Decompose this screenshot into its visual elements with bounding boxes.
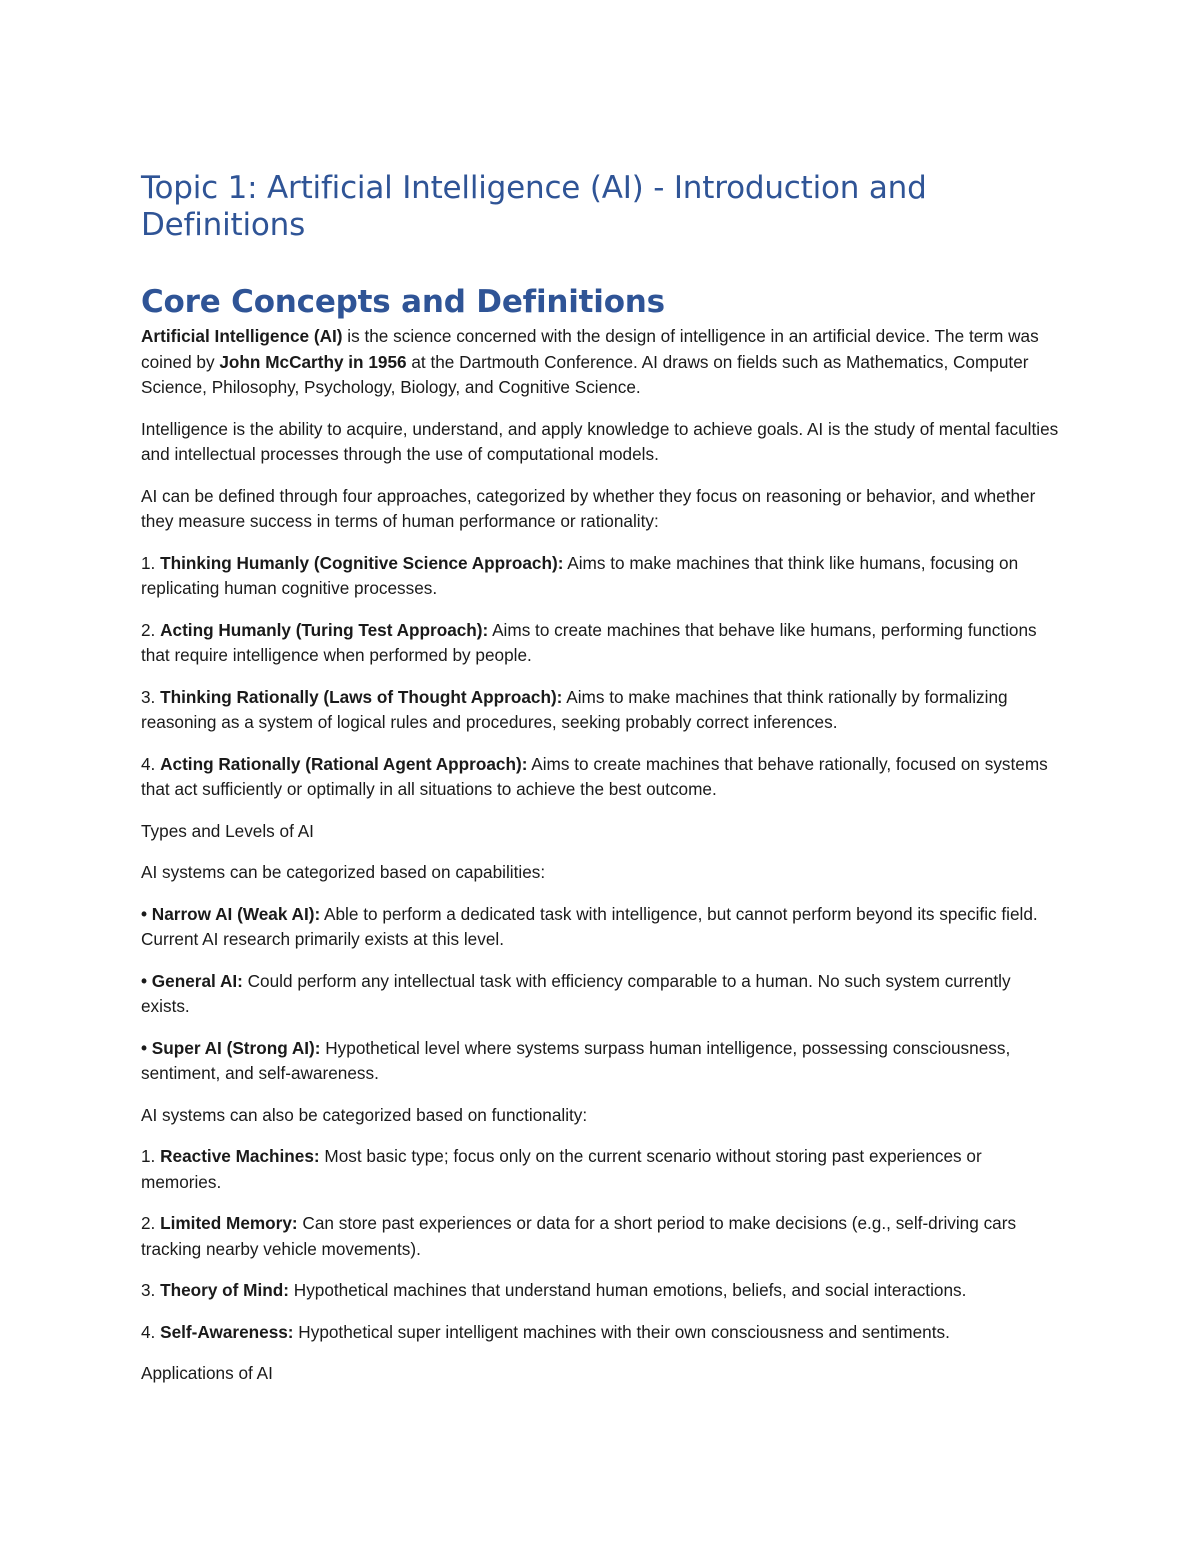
- bullet-item: • Super AI (Strong AI): Hypothetical level where systems surpass human intelligence, possessing consciousness, sentiment, and self-awareness.: [141, 1037, 1011, 1083]
- document-title: Topic 1: Artificial Intelligence (AI) - Introduction and Definitions: [141, 170, 927, 243]
- capabilities-intro: AI systems can be categorized based on capabilities:: [141, 862, 546, 882]
- applications-heading: Applications of AI: [141, 1363, 273, 1383]
- list-item: 1. Reactive Machines: Most basic type; focus only on the current scenario without storing past experiences or memories.: [141, 1146, 982, 1192]
- list-item: 1. Thinking Humanly (Cognitive Science Approach): Aims to make machines that think like humans, focusing on replicating human cognitive processes.: [141, 552, 1019, 598]
- list-item: 3. Theory of Mind: Hypothetical machines that understand human emotions, beliefs, and social interactions.: [141, 1280, 967, 1300]
- approaches-intro: AI can be defined through four approaches, categorized by whether they focus on reasoning or behavior, and whether they measure success in terms of human performance or rationality:: [141, 485, 1036, 531]
- bullet-item: • Narrow AI (Weak AI): Able to perform a dedicated task with intelligence, but cannot perform beyond its specific field. Current AI research primarily exists at this level.: [141, 903, 1038, 949]
- list-item: 2. Acting Humanly (Turing Test Approach): Aims to create machines that behave like humans, performing functions that require intelligence when performed by people.: [141, 619, 1037, 665]
- intro-paragraph: Artificial Intelligence (AI) is the science concerned with the design of intelligence in an artificial device. The term was coined by John McCarthy in 1956 at the Dartmouth Conference. AI draws on fields such as Mathematics, Computer Science, Philosophy, Psychology, Biology, and Cognitive Science.: [141, 326, 1039, 397]
- bullet-item: • General AI: Could perform any intellectual task with efficiency comparable to a human. No such system currently exists.: [141, 970, 1011, 1016]
- intro-coined-by: John McCarthy in 1956: [219, 351, 407, 372]
- list-item: 4. Self-Awareness: Hypothetical super intelligent machines with their own consciousness and sentiments.: [141, 1321, 950, 1342]
- document-page: [141, 170, 1061, 1403]
- types-heading: Types and Levels of AI: [141, 820, 314, 841]
- list-item: 2. Limited Memory: Can store past experiences or data for a short period to make decisions (e.g., self-driving cars tracking nearby vehicle movements).: [141, 1213, 1017, 1259]
- functionality-intro: AI systems can also be categorized based on functionality:: [141, 1104, 588, 1125]
- intro-term: Artificial Intelligence (AI): [141, 326, 343, 346]
- intelligence-paragraph: Intelligence is the ability to acquire, understand, and apply knowledge to achieve goals. AI is the study of mental faculties and intellectual processes through the use of computational models.: [141, 418, 1059, 464]
- list-item: 3. Thinking Rationally (Laws of Thought Approach): Aims to make machines that think rationally by formalizing reasoning as a system of logical rules and procedures, seeking probably correct inferences.: [141, 686, 1008, 732]
- list-item: 4. Acting Rationally (Rational Agent Approach): Aims to create machines that behave rationally, focused on systems that act sufficiently or optimally in all situations to achieve the best outcome.: [141, 753, 1048, 799]
- section-heading: Core Concepts and Definitions: [141, 284, 665, 320]
